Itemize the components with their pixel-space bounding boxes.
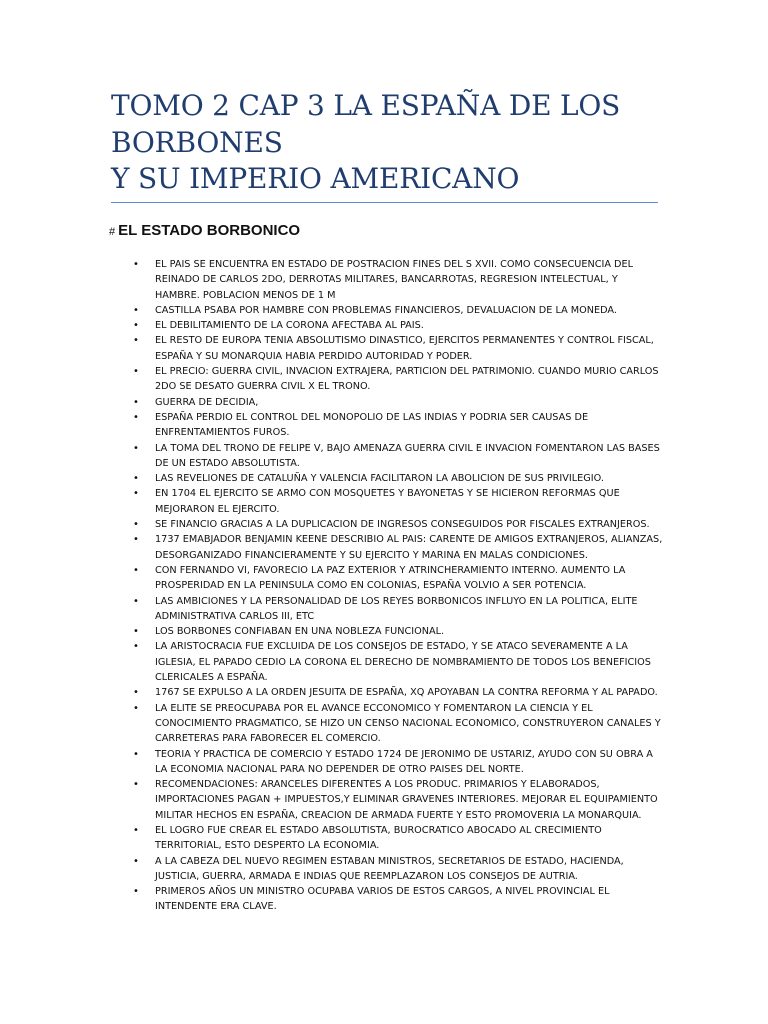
list-item: • LA TOMA DEL TRONO DE FELIPE V, BAJO AMENAZA GUERRA CIVIL E INVACION FOMENTARON LAS BASES DE UN ESTADO ABSOLUTISTA. [155, 441, 665, 472]
list-item: • EL PAIS SE ENCUENTRA EN ESTADO DE POSTRACION FINES DEL S XVII. COMO CONSECUENCIA DEL REINADO DE CARLOS 2DO, DERROTAS MILITARES, BANCARROTAS, REGRESION INTELECTUAL, Y HAMBRE. POBLACION MENOS DE 1 M [155, 257, 665, 303]
list-item: • GUERRA DE DECIDIA, [155, 395, 665, 410]
list-item: • EL LOGRO FUE CREAR EL ESTADO ABSOLUTISTA, BUROCRATICO ABOCADO AL CRECIMIENTO TERRITORIAL, ESTO DESPERTO LA ECONOMIA. [155, 823, 665, 854]
title-line-3: Y SU IMPERIO AMERICANO [111, 162, 520, 195]
list-item: • SE FINANCIO GRACIAS A LA DUPLICACION DE INGRESOS CONSEGUIDOS POR FISCALES EXTRANJEROS. [155, 517, 665, 532]
list-item: • LAS REVELIONES DE CATALUÑA Y VALENCIA FACILITARON LA ABOLICION DE SUS PRIVILEGIO. [155, 471, 665, 486]
list-item: • EN 1704 EL EJERCITO SE ARMO CON MOSQUETES Y BAYONETAS Y SE HICIERON REFORMAS QUE MEJORARON EL EJERCITO. [155, 486, 665, 517]
title-line-2: BORBONES [111, 125, 283, 159]
heading-marker: # [109, 226, 116, 238]
list-item: • LA ELITE SE PREOCUPABA POR EL AVANCE ECCONOMICO Y FOMENTARON LA CIENCIA Y EL CONOCIMIENTO PRAGMATICO, SE HIZO UN CENSO NACIONAL ECONOMICO, CONSTRUYERON CANALES Y CARRETERAS PARA FABORECER EL COMERCIO. [155, 701, 665, 747]
list-item: • CON FERNANDO VI, FAVORECIO LA PAZ EXTERIOR Y ATRINCHERAMIENTO INTERNO. AUMENTO LA PROSPERIDAD EN LA PENINSULA COMO EN COLONIAS, ESPAÑA VOLVIO A SER POTENCIA. [155, 563, 665, 594]
list-item: • 1737 EMABJADOR BENJAMIN KEENE DESCRIBIO AL PAIS: CARENTE DE AMIGOS EXTRANJEROS, ALIANZAS, DESORGANIZADO FINANCIERAMENTE Y SU EJERCITO Y MARINA EN MALAS CONDICIONES. [155, 532, 665, 563]
list-item: • LAS AMBICIONES Y LA PERSONALIDAD DE LOS REYES BORBONICOS INFLUYO EN LA POLITICA, ELITE ADMINISTRATIVA CARLOS III, ETC [155, 594, 665, 625]
list-item: • ESPAÑA PERDIO EL CONTROL DEL MONOPOLIO DE LAS INDIAS Y PODRIA SER CAUSAS DE ENFRENTAMIENTOS FUROS. [155, 410, 665, 441]
list-item: • 1767 SE EXPULSO A LA ORDEN JESUITA DE ESPAÑA, XQ APOYABAN LA CONTRA REFORMA Y AL PAPADO. [155, 685, 665, 700]
list-item: • LA ARISTOCRACIA FUE EXCLUIDA DE LOS CONSEJOS DE ESTADO, Y SE ATACO SEVERAMENTE A LA IGLESIA, EL PAPADO CEDIO LA CORONA EL DERECHO DE NOMBRAMIENTO DE TODOS LOS BENEFICIOS CLERICALES A ESPAÑA. [155, 639, 665, 685]
title-line-1: TOMO 2 CAP 3 LA ESPAÑA DE LOS [111, 89, 621, 122]
list-item: • EL RESTO DE EUROPA TENIA ABSOLUTISMO DINASTICO, EJERCITOS PERMANENTES Y CONTROL FISCAL, ESPAÑA Y SU MONARQUIA HABIA PERDIDO AUTORIDAD Y PODER. [155, 333, 665, 364]
bullet-list [155, 257, 665, 915]
list-item: • RECOMENDACIONES: ARANCELES DIFERENTES A LOS PRODUC. PRIMARIOS Y ELABORADOS, IMPORTACIONES PAGAN + IMPUESTOS,Y ELIMINAR GRAVENES INTERIORES. MEJORAR EL EQUIPAMIENTO MILITAR HECHOS EN ESPAÑA, CREACION DE ARMADA FUERTE Y ESTO PROMOVERIA LA MONARQUIA. [155, 777, 665, 823]
list-item: • EL PRECIO: GUERRA CIVIL, INVACION EXTRAJERA, PARTICION DEL PATRIMONIO. CUANDO MURIO CARLOS 2DO SE DESATO GUERRA CIVIL X EL TRONO. [155, 364, 665, 395]
title-divider [111, 202, 658, 203]
document-title [111, 88, 671, 198]
heading-text: EL ESTADO BORBONICO [118, 222, 301, 239]
list-item: • LOS BORBONES CONFIABAN EN UNA NOBLEZA FUNCIONAL. [155, 624, 665, 639]
section-heading [109, 222, 300, 239]
list-item: • EL DEBILITAMIENTO DE LA CORONA AFECTABA AL PAIS. [155, 318, 665, 333]
list-item: • A LA CABEZA DEL NUEVO REGIMEN ESTABAN MINISTROS, SECRETARIOS DE ESTADO, HACIENDA, JUSTICIA, GUERRA, ARMADA E INDIAS QUE REEMPLAZARON LOS CONSEJOS DE AUTRIA. [155, 854, 665, 885]
list-item: • TEORIA Y PRACTICA DE COMERCIO Y ESTADO 1724 DE JERONIMO DE USTARIZ, AYUDO CON SU OBRA A LA ECONOMIA NACIONAL PARA NO DEPENDER DE OTRO PAISES DEL NORTE. [155, 747, 665, 778]
list-item: • PRIMEROS AÑOS UN MINISTRO OCUPABA VARIOS DE ESTOS CARGOS, A NIVEL PROVINCIAL EL INTENDENTE ERA CLAVE. [155, 884, 665, 915]
list-item: • CASTILLA PSABA POR HAMBRE CON PROBLEMAS FINANCIEROS, DEVALUACION DE LA MONEDA. [155, 303, 665, 318]
